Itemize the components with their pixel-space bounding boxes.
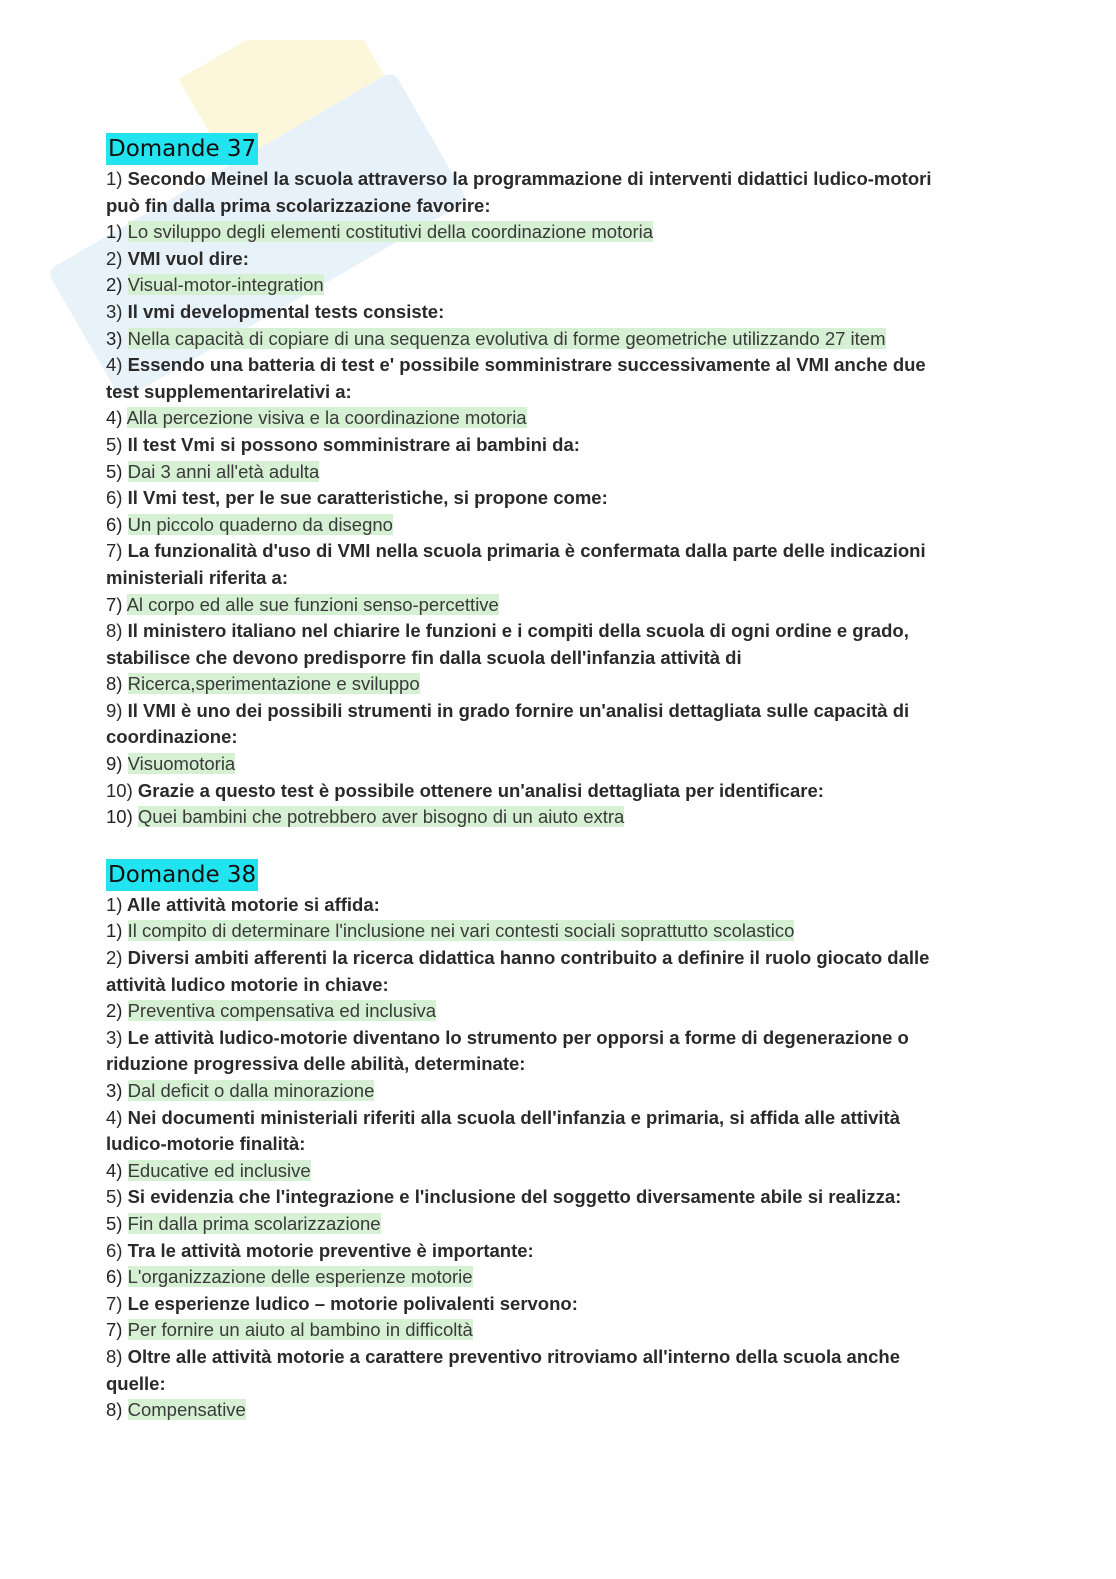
question-line-continued: coordinazione: [106, 726, 238, 748]
question-number: 3) [106, 300, 123, 322]
section-title: Domande 37 [106, 133, 258, 165]
answer-text-highlighted: Fin dalla prima scolarizzazione [127, 1212, 381, 1234]
question-line [106, 299, 1006, 326]
question-line [106, 1105, 1006, 1132]
question-number: 1) [106, 168, 123, 189]
answer-number: 1) [106, 221, 123, 243]
question-text: Alle attività motorie si affida: [126, 893, 380, 915]
question-text: Le attività ludico-motorie diventano lo strumento per opporsi a forme di degenerazione o [127, 1026, 909, 1048]
answer-text-highlighted: Preventiva compensativa ed inclusiva [127, 1000, 437, 1022]
question-line [106, 698, 1006, 725]
question-text: Le esperienze ludico – motorie polivalenti servono: [127, 1292, 578, 1314]
question-number: 9) [106, 699, 123, 721]
answer-number: 7) [106, 1319, 123, 1341]
answer-text-highlighted: Per fornire un aiuto al bambino in difficoltà [127, 1319, 473, 1341]
question-line [106, 618, 1006, 645]
question-number: 10) [106, 779, 133, 801]
answer-text-highlighted: Dal deficit o dalla minorazione [127, 1080, 375, 1101]
question-text: Diversi ambiti afferenti la ricerca didattica hanno contribuito a definire il ruolo giocato dalle [127, 947, 930, 969]
answer-number: 5) [106, 460, 123, 482]
question-number: 2) [106, 947, 123, 969]
question-number: 6) [106, 487, 123, 509]
answer-number: 4) [106, 407, 123, 429]
answer-text-highlighted: Visual-motor-integration [127, 274, 324, 296]
answer-number: 1) [106, 920, 123, 942]
answer-line [106, 751, 1006, 778]
question-line-continued: ludico-motorie finalità: [106, 1133, 306, 1155]
answer-line [106, 219, 1006, 246]
answer-text-highlighted: L'organizzazione delle esperienze motorie [127, 1266, 473, 1288]
question-line [106, 1238, 1006, 1265]
question-line [106, 945, 1006, 972]
section-title: Domande 38 [106, 859, 258, 891]
question-number: 4) [106, 354, 123, 376]
document-body [106, 133, 1006, 1452]
answer-line [106, 512, 1006, 539]
question-line [106, 166, 1006, 193]
question-line-continued: attività ludico motorie in chiave: [106, 973, 389, 995]
answer-text-highlighted: Lo sviluppo degli elementi costitutivi della coordinazione motoria [127, 221, 654, 243]
question-text: VMI vuol dire: [127, 247, 249, 269]
question-line-continued: quelle: [106, 1372, 166, 1394]
answer-number: 8) [106, 1399, 123, 1421]
answer-number: 3) [106, 327, 123, 349]
question-line-continued: riduzione progressiva delle abilità, determinate: [106, 1053, 526, 1075]
answer-text-highlighted: Il compito di determinare l'inclusione nei vari contesti sociali soprattutto scolastico [127, 920, 795, 942]
question-text: Tra le attività motorie preventive è importante: [127, 1239, 534, 1261]
answer-number: 2) [106, 274, 123, 296]
question-text: Secondo Meinel la scuola attraverso la programmazione di interventi didattici ludico-motori [127, 168, 932, 189]
question-text: Essendo una batteria di test e' possibile somministrare successivamente al VMI anche due [127, 354, 926, 376]
question-line-continued: ministeriali riferita a: [106, 566, 288, 588]
question-number: 1) [106, 893, 123, 915]
answer-text-highlighted: Ricerca,sperimentazione e sviluppo [127, 673, 420, 695]
question-line [106, 1025, 1006, 1052]
answer-line [106, 1158, 1006, 1185]
answer-line [106, 1317, 1006, 1344]
answer-number: 9) [106, 753, 123, 775]
answer-text-highlighted: Dai 3 anni all'età adulta [127, 460, 320, 482]
question-line-continued: test supplementarirelativi a: [106, 380, 352, 402]
question-number: 3) [106, 1026, 123, 1048]
answer-number: 3) [106, 1080, 123, 1101]
question-line [106, 892, 1006, 919]
answer-line [106, 1264, 1006, 1291]
answer-text-highlighted: Educative ed inclusive [127, 1159, 311, 1181]
answer-text-highlighted: Un piccolo quaderno da disegno [127, 513, 393, 535]
question-number: 4) [106, 1106, 123, 1128]
question-number: 7) [106, 1292, 123, 1314]
question-text: Si evidenzia che l'integrazione e l'inclusione del soggetto diversamente abile si realizza: [127, 1186, 902, 1208]
answer-number: 5) [106, 1212, 123, 1234]
question-number: 2) [106, 247, 123, 269]
answer-line [106, 459, 1006, 486]
question-line [106, 778, 1006, 805]
question-text: Nei documenti ministeriali riferiti alla scuola dell'infanzia e primaria, si affida alle attività [127, 1106, 900, 1128]
question-number: 8) [106, 620, 123, 642]
answer-number: 10) [106, 806, 133, 828]
answer-line [106, 1211, 1006, 1238]
answer-number: 8) [106, 673, 123, 695]
question-number: 8) [106, 1345, 123, 1367]
answer-number: 6) [106, 1266, 123, 1288]
answer-text-highlighted: Nella capacità di copiare di una sequenza evolutiva di forme geometriche utilizzando 27 item [127, 327, 886, 349]
answer-line [106, 1397, 1006, 1424]
question-text: Oltre alle attività motorie a carattere preventivo ritroviamo all'interno della scuola anche [127, 1345, 901, 1367]
answer-text-highlighted: Al corpo ed alle sue funzioni senso-percettive [126, 593, 499, 615]
question-text: Il Vmi test, per le sue caratteristiche, si propone come: [127, 487, 608, 509]
answer-line [106, 1078, 1006, 1105]
answer-number: 4) [106, 1159, 123, 1181]
question-line [106, 1344, 1006, 1371]
answer-text-highlighted: Compensative [127, 1399, 246, 1421]
answer-line [106, 326, 1006, 353]
question-text: Il VMI è uno dei possibili strumenti in grado fornire un'analisi dettagliata sulle capacità di [127, 699, 910, 721]
question-text: Il test Vmi si possono somministrare ai bambini da: [127, 433, 580, 455]
question-line [106, 246, 1006, 273]
answer-line [106, 405, 1006, 432]
question-number: 6) [106, 1239, 123, 1261]
answer-line [106, 804, 1006, 831]
question-line-continued: stabilisce che devono predisporre fin dalla scuola dell'infanzia attività di [106, 646, 742, 668]
question-line [106, 485, 1006, 512]
answer-text-highlighted: Quei bambini che potrebbero aver bisogno di un aiuto extra [137, 806, 625, 828]
question-line [106, 432, 1006, 459]
answer-line [106, 918, 1006, 945]
answer-line [106, 998, 1006, 1025]
question-number: 5) [106, 1186, 123, 1208]
answer-text-highlighted: Alla percezione visiva e la coordinazione motoria [126, 407, 527, 429]
question-text: La funzionalità d'uso di VMI nella scuola primaria è confermata dalla parte delle indicazioni [127, 540, 926, 562]
question-number: 7) [106, 540, 123, 562]
question-number: 5) [106, 433, 123, 455]
question-line [106, 538, 1006, 565]
question-text: Il ministero italiano nel chiarire le funzioni e i compiti della scuola di ogni ordine e grado, [127, 620, 909, 642]
answer-number: 7) [106, 593, 123, 615]
question-section [106, 133, 1006, 831]
answer-line [106, 272, 1006, 299]
question-section [106, 859, 1006, 1424]
answer-number: 6) [106, 513, 123, 535]
question-line [106, 1291, 1006, 1318]
question-line [106, 352, 1006, 379]
question-text: Grazie a questo test è possibile ottenere un'analisi dettagliata per identificare: [137, 779, 824, 801]
question-line [106, 1184, 1006, 1211]
answer-number: 2) [106, 1000, 123, 1022]
question-text: Il vmi developmental tests consiste: [127, 300, 445, 322]
answer-text-highlighted: Visuomotoria [127, 753, 236, 775]
answer-line [106, 671, 1006, 698]
question-line-continued: può fin dalla prima scolarizzazione favorire: [106, 194, 491, 216]
answer-line [106, 592, 1006, 619]
